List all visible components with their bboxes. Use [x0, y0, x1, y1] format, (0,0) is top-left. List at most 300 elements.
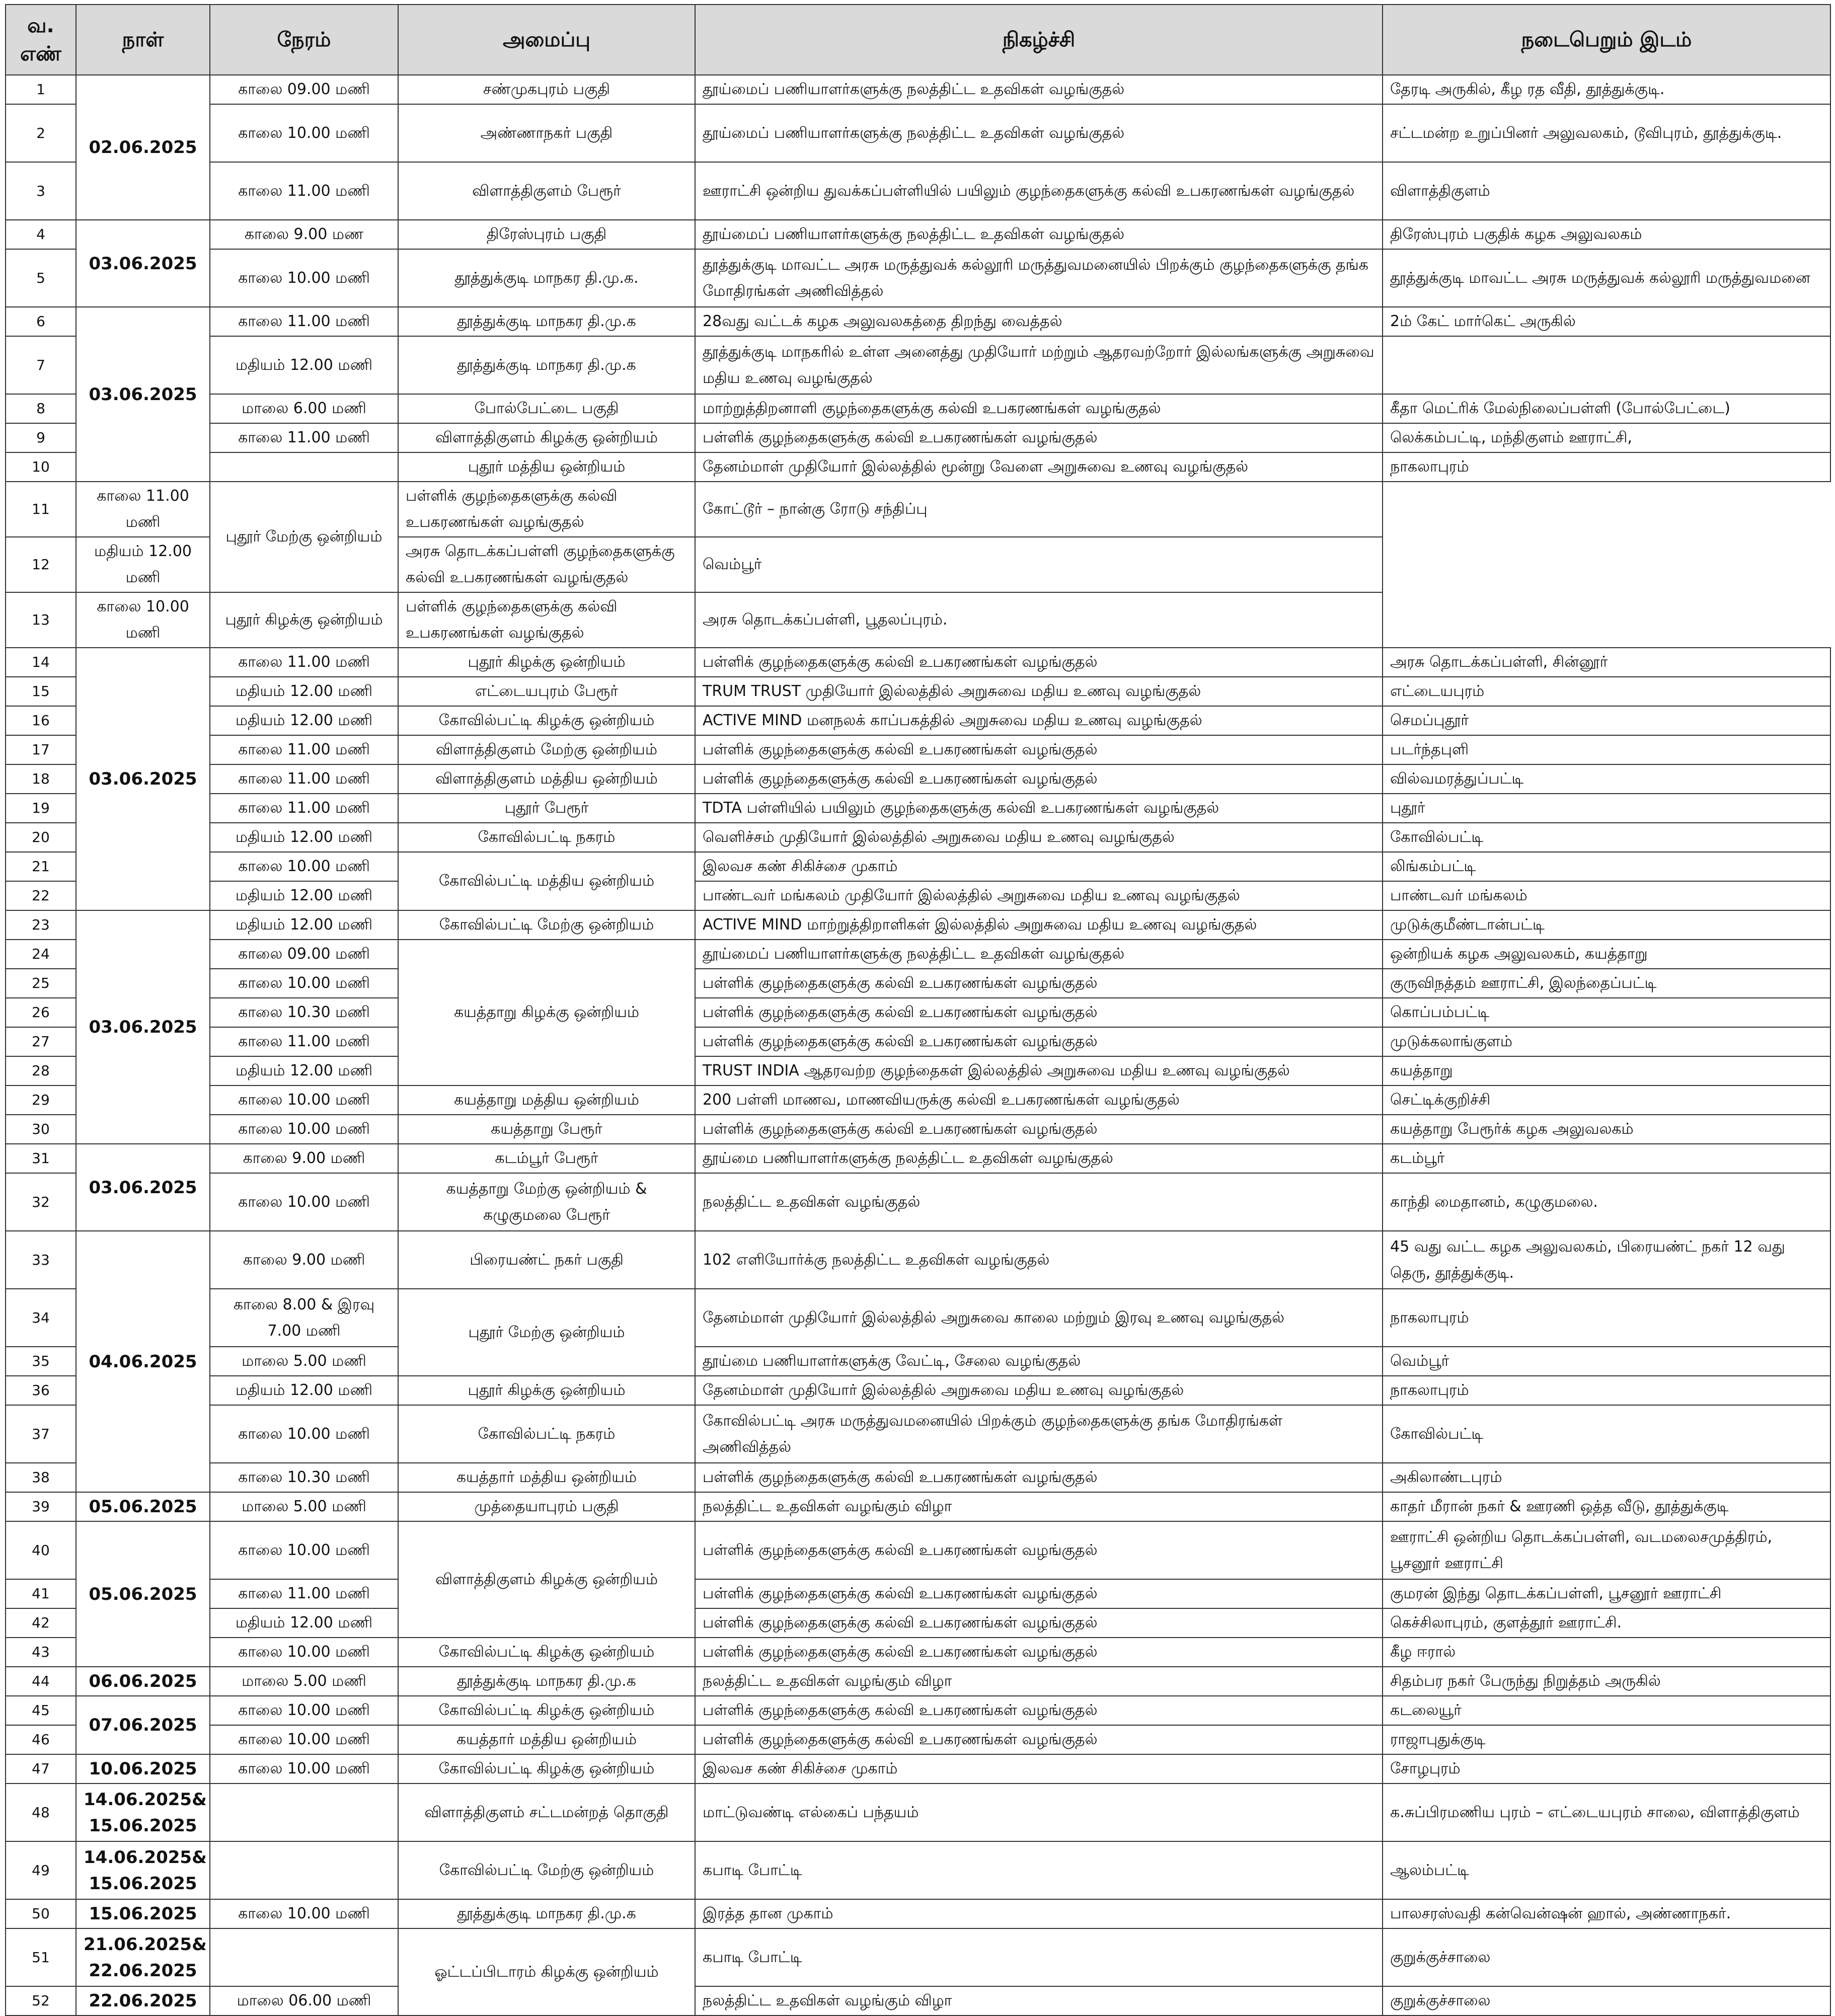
schedule-table-wrapper — [5, 4, 1830, 2011]
venue-cell: விளாத்திகுளம் — [1383, 162, 1830, 220]
table-row — [6, 1667, 1830, 1696]
date-cell: 10.06.2025 — [76, 1754, 210, 1784]
organization-cell: விளாத்திகுளம் மத்திய ஒன்றியம் — [398, 764, 695, 794]
table-row — [6, 1521, 1830, 1579]
event-cell: பள்ளிக் குழந்தைகளுக்கு கல்வி உபகரணங்கள் வழங்குதல் — [695, 423, 1383, 452]
date-cell: 14.06.2025& 15.06.2025 — [76, 1784, 210, 1841]
row-number: 28 — [6, 1056, 76, 1085]
time-cell: காலை 10.30 மணி — [210, 1463, 398, 1492]
date-cell: 03.06.2025 — [76, 1144, 210, 1231]
event-cell: கோவில்பட்டி அரசு மருத்துவமனையில் பிறக்கும் குழந்தைகளுக்கு தங்க மோதிரங்கள் அணிவித்தல் — [695, 1405, 1383, 1463]
venue-cell: குறுக்குச்சாலை — [1383, 1928, 1830, 1986]
event-cell: ACTIVE MIND மாற்றுத்திறாளிகள் இல்லத்தில் அறுசுவை மதிய உணவு வழங்குதல் — [695, 910, 1383, 940]
organization-cell: ஓட்டப்பிடாரம் கிழக்கு ஒன்றியம் — [398, 1928, 695, 2015]
date-cell: 06.06.2025 — [76, 1667, 210, 1696]
header-organization: அமைப்பு — [398, 5, 695, 75]
event-cell: தூய்மை பணியாளர்களுக்கு நலத்திட்ட உதவிகள் வழங்குதல் — [695, 1144, 1383, 1173]
table-row — [6, 1608, 1830, 1638]
venue-cell: குறுக்குச்சாலை — [1383, 1986, 1830, 2015]
table-row — [6, 998, 1830, 1027]
table-row — [6, 1492, 1830, 1521]
table-row — [6, 706, 1830, 735]
row-number: 49 — [6, 1841, 76, 1899]
row-number: 22 — [6, 881, 76, 910]
venue-cell: சோழபுரம் — [1383, 1754, 1830, 1784]
event-cell: பள்ளிக் குழந்தைகளுக்கு கல்வி உபகரணங்கள் வழங்குதல் — [695, 1696, 1383, 1725]
venue-cell — [1383, 336, 1830, 394]
venue-cell: படர்ந்தபுளி — [1383, 735, 1830, 764]
organization-cell: விளாத்திகுளம் பேரூர் — [398, 162, 695, 220]
organization-cell: திரேஸ்புரம் பகுதி — [398, 220, 695, 249]
date-cell: 15.06.2025 — [76, 1899, 210, 1928]
organization-cell: போல்பேட்டை பகுதி — [398, 394, 695, 423]
venue-cell: க.சுப்பிரமணிய புரம் – எட்டையபுரம் சாலை, விளாத்திகுளம் — [1383, 1784, 1830, 1841]
venue-cell: தூத்துக்குடி மாவட்ட அரசு மருத்துவக் கல்லூரி மருத்துவமனை — [1383, 249, 1830, 307]
venue-cell: ஊராட்சி ஒன்றிய தொடக்கப்பள்ளி, வடமலைசமுத்திரம், பூசனூர் ஊராட்சி — [1383, 1521, 1830, 1579]
event-cell: இரத்த தான முகாம் — [695, 1899, 1383, 1928]
time-cell: காலை 10.00 மணி — [210, 1754, 398, 1784]
venue-cell: அகிலாண்டபுரம் — [1383, 1463, 1830, 1492]
venue-cell: கோட்டூர் – நான்கு ரோடு சந்திப்பு — [695, 482, 1383, 537]
event-cell: தேனம்மாள் முதியோர் இல்லத்தில் அறுசுவை காலை மற்றும் இரவு உணவு வழங்குதல் — [695, 1289, 1383, 1347]
row-number: 14 — [6, 648, 76, 677]
event-cell: தூத்துக்குடி மாநகரில் உள்ள அனைத்து முதியோர் மற்றும் ஆதரவற்றோர் இல்லங்களுக்கு அறுசுவை மதிய உணவு வழங்குதல் — [695, 336, 1383, 394]
table-row — [6, 677, 1830, 706]
row-number: 6 — [6, 307, 76, 336]
header-venue: நடைபெறும் இடம் — [1383, 5, 1830, 75]
date-cell: 07.06.2025 — [76, 1696, 210, 1754]
event-cell: 102 எளியோர்க்கு நலத்திட்ட உதவிகள் வழங்குதல் — [695, 1231, 1383, 1289]
venue-cell: எட்டையபுரம் — [1383, 677, 1830, 706]
organization-cell: கோவில்பட்டி கிழக்கு ஒன்றியம் — [398, 1638, 695, 1667]
time-cell: மதியம் 12.00 மணி — [210, 1376, 398, 1405]
time-cell: காலை 9.00 மணி — [210, 1231, 398, 1289]
venue-cell: புதூர் — [1383, 794, 1830, 823]
table-row — [6, 423, 1830, 452]
time-cell: காலை 10.00 மணி — [210, 1521, 398, 1579]
table-row — [6, 1754, 1830, 1784]
time-cell: காலை 11.00 மணி — [210, 307, 398, 336]
table-row — [6, 592, 1830, 648]
table-row — [6, 823, 1830, 852]
organization-cell: தூத்துக்குடி மாநகர தி.மு.க — [398, 307, 695, 336]
organization-cell: புதூர் கிழக்கு ஒன்றியம் — [210, 592, 398, 648]
venue-cell: லெக்கம்பட்டி, மந்திகுளம் ஊராட்சி, — [1383, 423, 1830, 452]
event-cell: இலவச கண் சிகிச்சை முகாம் — [695, 1754, 1383, 1784]
time-cell: காலை 11.00 மணி — [210, 1579, 398, 1608]
event-cell: பள்ளிக் குழந்தைகளுக்கு கல்வி உபகரணங்கள் வழங்குதல் — [695, 1725, 1383, 1754]
row-number: 17 — [6, 735, 76, 764]
date-cell: 05.06.2025 — [76, 1521, 210, 1667]
row-number: 41 — [6, 1579, 76, 1608]
date-cell: 05.06.2025 — [76, 1492, 210, 1521]
venue-cell: குருவிநத்தம் ஊராட்சி, இலந்தைப்பட்டி — [1383, 969, 1830, 998]
organization-cell: கயத்தாறு பேரூர் — [398, 1115, 695, 1144]
date-cell: 22.06.2025 — [76, 1986, 210, 2015]
time-cell: மாலை 5.00 மணி — [210, 1492, 398, 1521]
table-row — [6, 881, 1830, 910]
organization-cell: கயத்தாறு மத்திய ஒன்றியம் — [398, 1085, 695, 1115]
row-number: 21 — [6, 852, 76, 881]
venue-cell: வெம்பூர் — [695, 537, 1383, 592]
event-cell: பள்ளிக் குழந்தைகளுக்கு கல்வி உபகரணங்கள் வழங்குதல் — [695, 998, 1383, 1027]
venue-cell: குமரன் இந்து தொடக்கப்பள்ளி, பூசனூர் ஊராட்சி — [1383, 1579, 1830, 1608]
organization-cell: அண்ணாநகர் பகுதி — [398, 104, 695, 162]
organization-cell: விளாத்திகுளம் கிழக்கு ஒன்றியம் — [398, 1521, 695, 1638]
row-number: 34 — [6, 1289, 76, 1347]
row-number: 7 — [6, 336, 76, 394]
date-cell: 04.06.2025 — [76, 1231, 210, 1492]
organization-cell: கோவில்பட்டி நகரம் — [398, 1405, 695, 1463]
row-number: 9 — [6, 423, 76, 452]
date-cell: 14.06.2025& 15.06.2025 — [76, 1841, 210, 1899]
event-cell: நலத்திட்ட உதவிகள் வழங்கும் விழா — [695, 1492, 1383, 1521]
table-row — [6, 735, 1830, 764]
organization-cell: கோவில்பட்டி நகரம் — [398, 823, 695, 852]
table-row — [6, 75, 1830, 104]
time-cell: மதியம் 12.00 மணி — [210, 336, 398, 394]
time-cell: காலை 10.00 மணி — [210, 1638, 398, 1667]
row-number: 13 — [6, 592, 76, 648]
time-cell: காலை 10.30 மணி — [210, 998, 398, 1027]
venue-cell: லிங்கம்பட்டி — [1383, 852, 1830, 881]
venue-cell: தேரடி அருகில், கீழ ரத வீதி, தூத்துக்குடி. — [1383, 75, 1830, 104]
table-row — [6, 162, 1830, 220]
row-number: 45 — [6, 1696, 76, 1725]
row-number: 38 — [6, 1463, 76, 1492]
organization-cell: கோவில்பட்டி மேற்கு ஒன்றியம் — [398, 910, 695, 940]
venue-cell: பாலசரஸ்வதி கன்வென்ஷன் ஹால், அண்ணாநகர். — [1383, 1899, 1830, 1928]
time-cell — [210, 452, 398, 482]
row-number: 48 — [6, 1784, 76, 1841]
row-number: 51 — [6, 1928, 76, 1986]
row-number: 44 — [6, 1667, 76, 1696]
event-cell: மாற்றுத்திறனாளி குழந்தைகளுக்கு கல்வி உபகரணங்கள் வழங்குதல் — [695, 394, 1383, 423]
table-row — [6, 1899, 1830, 1928]
table-row — [6, 1638, 1830, 1667]
time-cell: காலை 11.00 மணி — [76, 482, 210, 537]
organization-cell: புதூர் மத்திய ஒன்றியம் — [398, 452, 695, 482]
event-cell: TDTA பள்ளியில் பயிலும் குழந்தைகளுக்கு கல்வி உபகரணங்கள் வழங்குதல் — [695, 794, 1383, 823]
time-cell: காலை 10.00 மணி — [210, 1173, 398, 1231]
organization-cell: புதூர் மேற்கு ஒன்றியம் — [210, 482, 398, 592]
table-row — [6, 764, 1830, 794]
venue-cell: நாகலாபுரம் — [1383, 1376, 1830, 1405]
venue-cell: 45 வது வட்ட கழக அலுவலகம், பிரையண்ட் நகர் 12 வது தெரு, தூத்துக்குடி. — [1383, 1231, 1830, 1289]
table-row — [6, 1144, 1830, 1173]
table-row — [6, 1405, 1830, 1463]
organization-cell: தூத்துக்குடி மாநகர தி.மு.க. — [398, 249, 695, 307]
date-cell: 03.06.2025 — [76, 307, 210, 482]
organization-cell: கயத்தாறு மேற்கு ஒன்றியம் & கழுகுமலை பேரூர் — [398, 1173, 695, 1231]
row-number: 35 — [6, 1347, 76, 1376]
event-cell: மாட்டுவண்டி எல்கைப் பந்தயம் — [695, 1784, 1383, 1841]
venue-cell: செட்டிக்குறிச்சி — [1383, 1085, 1830, 1115]
row-number: 20 — [6, 823, 76, 852]
organization-cell: கயத்தார் மத்திய ஒன்றியம் — [398, 1725, 695, 1754]
header-row — [6, 5, 1830, 75]
event-cell: பள்ளிக் குழந்தைகளுக்கு கல்வி உபகரணங்கள் வழங்குதல் — [695, 1115, 1383, 1144]
row-number: 2 — [6, 104, 76, 162]
table-row — [6, 1725, 1830, 1754]
time-cell — [210, 1928, 398, 1986]
organization-cell: தூத்துக்குடி மாநகர தி.மு.க — [398, 1667, 695, 1696]
event-cell: TRUST INDIA ஆதரவற்ற குழந்தைகள் இல்லத்தில் அறுசுவை மதிய உணவு வழங்குதல் — [695, 1056, 1383, 1085]
table-row — [6, 1376, 1830, 1405]
organization-cell: தூத்துக்குடி மாநகர தி.மு.க — [398, 1899, 695, 1928]
header-time: நேரம் — [210, 5, 398, 75]
venue-cell: காதர் மீரான் நகர் & ஊரணி ஒத்த வீடு, தூத்துக்குடி — [1383, 1492, 1830, 1521]
organization-cell: புதூர் மேற்கு ஒன்றியம் — [398, 1289, 695, 1376]
time-cell — [210, 1784, 398, 1841]
event-cell: 28வது வட்டக் கழக அலுவலகத்தை திறந்து வைத்தல் — [695, 307, 1383, 336]
venue-cell: பாண்டவர் மங்கலம் — [1383, 881, 1830, 910]
time-cell: காலை 10.00 மணி — [210, 1405, 398, 1463]
table-row — [6, 307, 1830, 336]
row-number: 36 — [6, 1376, 76, 1405]
row-number: 25 — [6, 969, 76, 998]
event-cell: ACTIVE MIND மனநலக் காப்பகத்தில் அறுசுவை மதிய உணவு வழங்குதல் — [695, 706, 1383, 735]
row-number: 30 — [6, 1115, 76, 1144]
time-cell: காலை 10.00 மணி — [210, 1115, 398, 1144]
time-cell: காலை 10.00 மணி — [210, 104, 398, 162]
venue-cell: சட்டமன்ற உறுப்பினர் அலுவலகம், டூவிபுரம், தூத்துக்குடி. — [1383, 104, 1830, 162]
time-cell: மதியம் 12.00 மணி — [210, 706, 398, 735]
table-row — [6, 794, 1830, 823]
row-number: 16 — [6, 706, 76, 735]
time-cell: மாலை 06.00 மணி — [210, 1986, 398, 2015]
table-row — [6, 1928, 1830, 1986]
event-cell: பள்ளிக் குழந்தைகளுக்கு கல்வி உபகரணங்கள் வழங்குதல் — [398, 592, 695, 648]
organization-cell: புதூர் பேரூர் — [398, 794, 695, 823]
row-number: 8 — [6, 394, 76, 423]
venue-cell: நாகலாபுரம் — [1383, 452, 1830, 482]
time-cell: மதியம் 12.00 மணி — [210, 677, 398, 706]
venue-cell: கீதா மெட்ரிக் மேல்நிலைப்பள்ளி (போல்பேட்டை) — [1383, 394, 1830, 423]
row-number: 23 — [6, 910, 76, 940]
row-number: 15 — [6, 677, 76, 706]
table-row — [6, 1986, 1830, 2015]
table-row — [6, 1784, 1830, 1841]
row-number: 3 — [6, 162, 76, 220]
event-cell: கபாடி போட்டி — [695, 1841, 1383, 1899]
event-schedule-table — [5, 4, 1831, 2016]
venue-cell: கெச்சிலாபுரம், குளத்தூர் ஊராட்சி. — [1383, 1608, 1830, 1638]
event-cell: தூய்மை பணியாளர்களுக்கு வேட்டி, சேலை வழங்குதல் — [695, 1347, 1383, 1376]
time-cell: காலை 9.00 மணி — [210, 1144, 398, 1173]
table-row — [6, 1579, 1830, 1608]
row-number: 47 — [6, 1754, 76, 1784]
event-cell: பள்ளிக் குழந்தைகளுக்கு கல்வி உபகரணங்கள் வழங்குதல் — [695, 764, 1383, 794]
organization-cell: கயத்தார் மத்திய ஒன்றியம் — [398, 1463, 695, 1492]
row-number: 26 — [6, 998, 76, 1027]
table-row — [6, 648, 1830, 677]
row-number: 24 — [6, 940, 76, 969]
venue-cell: கொப்பம்பட்டி — [1383, 998, 1830, 1027]
event-cell: பள்ளிக் குழந்தைகளுக்கு கல்வி உபகரணங்கள் வழங்குதல் — [695, 735, 1383, 764]
time-cell: காலை 11.00 மணி — [210, 735, 398, 764]
venue-cell: சிதம்பர நகர் பேருந்து நிறுத்தம் அருகில் — [1383, 1667, 1830, 1696]
organization-cell: விளாத்திகுளம் மேற்கு ஒன்றியம் — [398, 735, 695, 764]
event-cell: பள்ளிக் குழந்தைகளுக்கு கல்வி உபகரணங்கள் வழங்குதல் — [695, 1579, 1383, 1608]
time-cell: காலை 10.00 மணி — [210, 852, 398, 881]
event-cell: தூத்துக்குடி மாவட்ட அரசு மருத்துவக் கல்லூரி மருத்துவமனையில் பிறக்கும் குழந்தைகளுக்கு தங்க மோதிரங்கள் அணிவித்தல் — [695, 249, 1383, 307]
organization-cell: புதூர் கிழக்கு ஒன்றியம் — [398, 648, 695, 677]
time-cell: காலை 11.00 மணி — [210, 162, 398, 220]
date-cell: 21.06.2025& 22.06.2025 — [76, 1928, 210, 1986]
event-cell: வெளிச்சம் முதியோர் இல்லத்தில் அறுசுவை மதிய உணவு வழங்குதல் — [695, 823, 1383, 852]
event-cell: பள்ளிக் குழந்தைகளுக்கு கல்வி உபகரணங்கள் வழங்குதல் — [695, 1463, 1383, 1492]
time-cell: மதியம் 12.00 மணி — [210, 881, 398, 910]
table-row — [6, 1231, 1830, 1289]
table-row — [6, 1841, 1830, 1899]
time-cell: மாலை 6.00 மணி — [210, 394, 398, 423]
row-number: 52 — [6, 1986, 76, 2015]
event-cell: நலத்திட்ட உதவிகள் வழங்கும் விழா — [695, 1667, 1383, 1696]
date-cell: 03.06.2025 — [76, 648, 210, 910]
time-cell: காலை 10.00 மணி — [76, 592, 210, 648]
organization-cell: விளாத்திகுளம் சட்டமன்றத் தொகுதி — [398, 1784, 695, 1841]
event-cell: அரசு தொடக்கப்பள்ளி குழந்தைகளுக்கு கல்வி உபகரணங்கள் வழங்குதல் — [398, 537, 695, 592]
table-row — [6, 336, 1830, 394]
row-number: 27 — [6, 1027, 76, 1056]
table-row — [6, 852, 1830, 881]
table-row — [6, 1085, 1830, 1115]
row-number: 31 — [6, 1144, 76, 1173]
table-row — [6, 1289, 1830, 1347]
organization-cell: கோவில்பட்டி கிழக்கு ஒன்றியம் — [398, 1696, 695, 1725]
time-cell: மதியம் 12.00 மணி — [76, 537, 210, 592]
table-row — [6, 482, 1830, 537]
event-cell: பள்ளிக் குழந்தைகளுக்கு கல்வி உபகரணங்கள் வழங்குதல் — [695, 1608, 1383, 1638]
time-cell: மதியம் 12.00 மணி — [210, 1056, 398, 1085]
venue-cell: கடலையூர் — [1383, 1696, 1830, 1725]
venue-cell: அரசு தொடக்கப்பள்ளி, சின்னூர் — [1383, 648, 1830, 677]
organization-cell: முத்தையாபுரம் பகுதி — [398, 1492, 695, 1521]
venue-cell: கீழ ஈரால் — [1383, 1638, 1830, 1667]
row-number: 39 — [6, 1492, 76, 1521]
venue-cell: வெம்பூர் — [1383, 1347, 1830, 1376]
event-cell: தூய்மைப் பணியாளர்களுக்கு நலத்திட்ட உதவிகள் வழங்குதல் — [695, 940, 1383, 969]
time-cell — [210, 1841, 398, 1899]
table-row — [6, 969, 1830, 998]
table-row — [6, 1463, 1830, 1492]
organization-cell: தூத்துக்குடி மாநகர தி.மு.க — [398, 336, 695, 394]
venue-cell: கடம்பூர் — [1383, 1144, 1830, 1173]
event-cell: பள்ளிக் குழந்தைகளுக்கு கல்வி உபகரணங்கள் வழங்குதல் — [695, 969, 1383, 998]
organization-cell: விளாத்திகுளம் கிழக்கு ஒன்றியம் — [398, 423, 695, 452]
time-cell: காலை 10.00 மணி — [210, 249, 398, 307]
row-number: 42 — [6, 1608, 76, 1638]
event-cell: பள்ளிக் குழந்தைகளுக்கு கல்வி உபகரணங்கள் வழங்குதல் — [695, 1521, 1383, 1579]
venue-cell: கோவில்பட்டி — [1383, 823, 1830, 852]
event-cell: கபாடி போட்டி — [695, 1928, 1383, 1986]
table-row — [6, 249, 1830, 307]
row-number: 33 — [6, 1231, 76, 1289]
event-cell: பள்ளிக் குழந்தைகளுக்கு கல்வி உபகரணங்கள் வழங்குதல் — [695, 1027, 1383, 1056]
table-row — [6, 104, 1830, 162]
table-row — [6, 1027, 1830, 1056]
row-number: 46 — [6, 1725, 76, 1754]
time-cell: காலை 10.00 மணி — [210, 1899, 398, 1928]
venue-cell: நாகலாபுரம் — [1383, 1289, 1830, 1347]
time-cell: காலை 11.00 மணி — [210, 764, 398, 794]
row-number: 12 — [6, 537, 76, 592]
table-row — [6, 394, 1830, 423]
venue-cell: முடுக்குமீண்டான்பட்டி — [1383, 910, 1830, 940]
time-cell: காலை 09.00 மணி — [210, 940, 398, 969]
header-serial-number: வ. எண் — [6, 5, 76, 75]
venue-cell: அரசு தொடக்கப்பள்ளி, பூதலப்புரம். — [695, 592, 1383, 648]
venue-cell: ஆலம்பட்டி — [1383, 1841, 1830, 1899]
row-number: 18 — [6, 764, 76, 794]
row-number: 50 — [6, 1899, 76, 1928]
event-cell: நலத்திட்ட உதவிகள் வழங்கும் விழா — [695, 1986, 1383, 2015]
row-number: 19 — [6, 794, 76, 823]
row-number: 32 — [6, 1173, 76, 1231]
time-cell: காலை 10.00 மணி — [210, 969, 398, 998]
venue-cell: ஒன்றியக் கழக அலுவலகம், கயத்தாறு — [1383, 940, 1830, 969]
venue-cell: கயத்தாறு பேரூர்க் கழக அலுவலகம் — [1383, 1115, 1830, 1144]
organization-cell: கோவில்பட்டி மத்திய ஒன்றியம் — [398, 852, 695, 910]
date-cell: 03.06.2025 — [76, 910, 210, 1144]
time-cell: மதியம் 12.00 மணி — [210, 910, 398, 940]
event-cell: நலத்திட்ட உதவிகள் வழங்குதல் — [695, 1173, 1383, 1231]
header-date: நாள் — [76, 5, 210, 75]
event-cell: தேனம்மாள் முதியோர் இல்லத்தில் மூன்று வேளை அறுசுவை உணவு வழங்குதல் — [695, 452, 1383, 482]
row-number: 29 — [6, 1085, 76, 1115]
organization-cell: கோவில்பட்டி கிழக்கு ஒன்றியம் — [398, 706, 695, 735]
event-cell: TRUM TRUST முதியோர் இல்லத்தில் அறுசுவை மதிய உணவு வழங்குதல் — [695, 677, 1383, 706]
row-number: 11 — [6, 482, 76, 537]
venue-cell: 2ம் கேட் மார்கெட் அருகில் — [1383, 307, 1830, 336]
organization-cell: கயத்தாறு கிழக்கு ஒன்றியம் — [398, 940, 695, 1085]
table-row — [6, 220, 1830, 249]
organization-cell: கோவில்பட்டி கிழக்கு ஒன்றியம் — [398, 1754, 695, 1784]
time-cell: மாலை 5.00 மணி — [210, 1667, 398, 1696]
row-number: 43 — [6, 1638, 76, 1667]
event-cell: பள்ளிக் குழந்தைகளுக்கு கல்வி உபகரணங்கள் வழங்குதல் — [695, 648, 1383, 677]
table-row — [6, 452, 1830, 482]
time-cell: காலை 10.00 மணி — [210, 1725, 398, 1754]
event-cell: 200 பள்ளி மாணவ, மாணவியருக்கு கல்வி உபகரணங்கள் வழங்குதல் — [695, 1085, 1383, 1115]
organization-cell: கோவில்பட்டி மேற்கு ஒன்றியம் — [398, 1841, 695, 1899]
time-cell: காலை 11.00 மணி — [210, 794, 398, 823]
organization-cell: கடம்பூர் பேரூர் — [398, 1144, 695, 1173]
table-row — [6, 1696, 1830, 1725]
organization-cell: எட்டையபுரம் பேரூர் — [398, 677, 695, 706]
event-cell: தூய்மைப் பணியாளர்களுக்கு நலத்திட்ட உதவிகள் வழங்குதல் — [695, 75, 1383, 104]
event-cell: தூய்மைப் பணியாளர்களுக்கு நலத்திட்ட உதவிகள் வழங்குதல் — [695, 220, 1383, 249]
table-row — [6, 1056, 1830, 1085]
event-cell: இலவச கண் சிகிச்சை முகாம் — [695, 852, 1383, 881]
row-number: 40 — [6, 1521, 76, 1579]
date-cell: 02.06.2025 — [76, 75, 210, 220]
venue-cell: திரேஸ்புரம் பகுதிக் கழக அலுவலகம் — [1383, 220, 1830, 249]
header-event: நிகழ்ச்சி — [695, 5, 1383, 75]
time-cell: காலை 11.00 மணி — [210, 648, 398, 677]
time-cell: காலை 09.00 மணி — [210, 75, 398, 104]
time-cell: காலை 10.00 மணி — [210, 1696, 398, 1725]
event-cell: பாண்டவர் மங்கலம் முதியோர் இல்லத்தில் அறுசுவை மதிய உணவு வழங்குதல் — [695, 881, 1383, 910]
table-row — [6, 1173, 1830, 1231]
event-cell: ஊராட்சி ஒன்றிய துவக்கப்பள்ளியில் பயிலும் குழந்தைகளுக்கு கல்வி உபகரணங்கள் வழங்குதல் — [695, 162, 1383, 220]
time-cell: மதியம் 12.00 மணி — [210, 823, 398, 852]
event-cell: பள்ளிக் குழந்தைகளுக்கு கல்வி உபகரணங்கள் வழங்குதல் — [398, 482, 695, 537]
row-number: 5 — [6, 249, 76, 307]
event-cell: பள்ளிக் குழந்தைகளுக்கு கல்வி உபகரணங்கள் வழங்குதல் — [695, 1638, 1383, 1667]
time-cell: காலை 11.00 மணி — [210, 423, 398, 452]
